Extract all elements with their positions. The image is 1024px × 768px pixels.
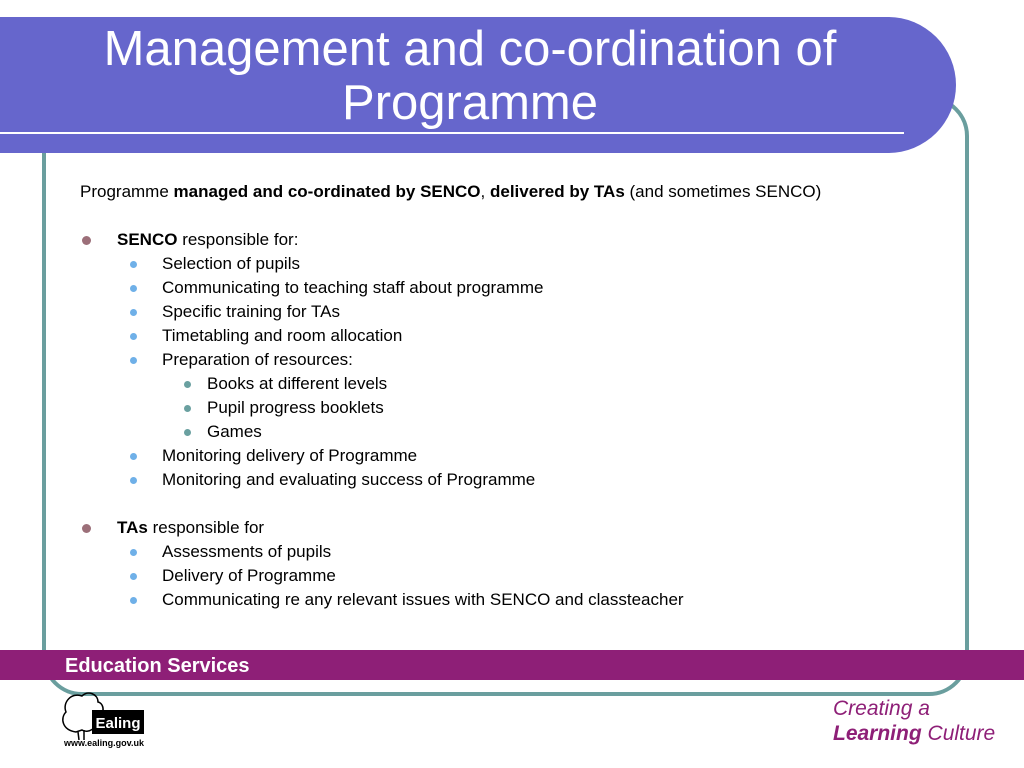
title-underline bbox=[0, 132, 904, 134]
slide-content bbox=[80, 180, 980, 612]
list-item bbox=[80, 468, 980, 492]
intro-bold-senco: managed and co-ordinated by SENCO bbox=[173, 182, 481, 201]
bullet-icon bbox=[130, 309, 137, 316]
bullet-icon bbox=[130, 285, 137, 292]
sub-list-item-text: Pupil progress booklets bbox=[207, 398, 384, 417]
bullet-icon bbox=[184, 429, 191, 436]
intro-suffix: (and sometimes SENCO) bbox=[624, 182, 822, 201]
tas-heading bbox=[80, 516, 980, 540]
bullet-icon bbox=[184, 405, 191, 412]
intro-line bbox=[80, 180, 980, 204]
sub-list-item bbox=[80, 420, 980, 444]
ealing-url: www.ealing.gov.uk bbox=[64, 738, 145, 748]
sub-list-item bbox=[80, 396, 980, 420]
bullet-icon bbox=[130, 597, 137, 604]
slide-title: Management and co-ordination of Programme bbox=[103, 22, 837, 130]
list-item-text: Timetabling and room allocation bbox=[162, 326, 403, 345]
footer-label: Education Services bbox=[65, 655, 250, 677]
bullet-icon bbox=[130, 453, 137, 460]
list-item bbox=[80, 588, 980, 612]
senco-heading bbox=[80, 228, 980, 252]
list-item-text: Monitoring delivery of Programme bbox=[162, 446, 418, 465]
tagline-line2 bbox=[833, 721, 995, 746]
list-item-text: Monitoring and evaluating success of Programme bbox=[162, 470, 536, 489]
list-item bbox=[80, 564, 980, 588]
list-item-text: Preparation of resources: bbox=[162, 350, 353, 369]
list-item bbox=[80, 348, 980, 372]
bullet-icon bbox=[130, 357, 137, 364]
bullet-icon bbox=[130, 477, 137, 484]
list-item-text: Specific training for TAs bbox=[162, 302, 340, 321]
tagline-bold: Learning bbox=[833, 722, 922, 745]
senco-label: SENCO bbox=[117, 230, 178, 249]
list-item bbox=[80, 324, 980, 348]
list-item-text: Delivery of Programme bbox=[162, 566, 336, 585]
bullet-icon bbox=[184, 381, 191, 388]
list-item-text: Communicating to teaching staff about programme bbox=[162, 278, 544, 297]
bullet-icon bbox=[130, 549, 137, 556]
list-item bbox=[80, 540, 980, 564]
list-item bbox=[80, 252, 980, 276]
ealing-logo-text: Ealing bbox=[95, 715, 141, 732]
list-item-text: Communicating re any relevant issues with SENCO and classteacher bbox=[162, 590, 684, 609]
list-item bbox=[80, 300, 980, 324]
sub-list-item-text: Games bbox=[207, 422, 262, 441]
tas-label: TAs bbox=[117, 518, 148, 537]
tagline bbox=[833, 696, 995, 746]
bullet-icon bbox=[130, 573, 137, 580]
list-item-text: Assessments of pupils bbox=[162, 542, 332, 561]
intro-prefix: Programme bbox=[80, 182, 174, 201]
bullet-icon bbox=[82, 236, 91, 245]
list-item bbox=[80, 444, 980, 468]
sub-list-item-text: Books at different levels bbox=[207, 374, 388, 393]
bullet-icon bbox=[82, 524, 91, 533]
bullet-icon bbox=[130, 333, 137, 340]
senco-rest: responsible for: bbox=[177, 230, 299, 249]
sub-list-item bbox=[80, 372, 980, 396]
intro-bold-tas: delivered by TAs bbox=[489, 182, 625, 201]
bullet-icon bbox=[130, 261, 137, 268]
tagline-line1: Creating a bbox=[833, 697, 930, 720]
tagline-rest: Culture bbox=[921, 722, 996, 745]
list-item-text: Selection of pupils bbox=[162, 254, 300, 273]
intro-separator: , bbox=[480, 182, 490, 201]
tas-rest: responsible for bbox=[147, 518, 265, 537]
list-item bbox=[80, 276, 980, 300]
